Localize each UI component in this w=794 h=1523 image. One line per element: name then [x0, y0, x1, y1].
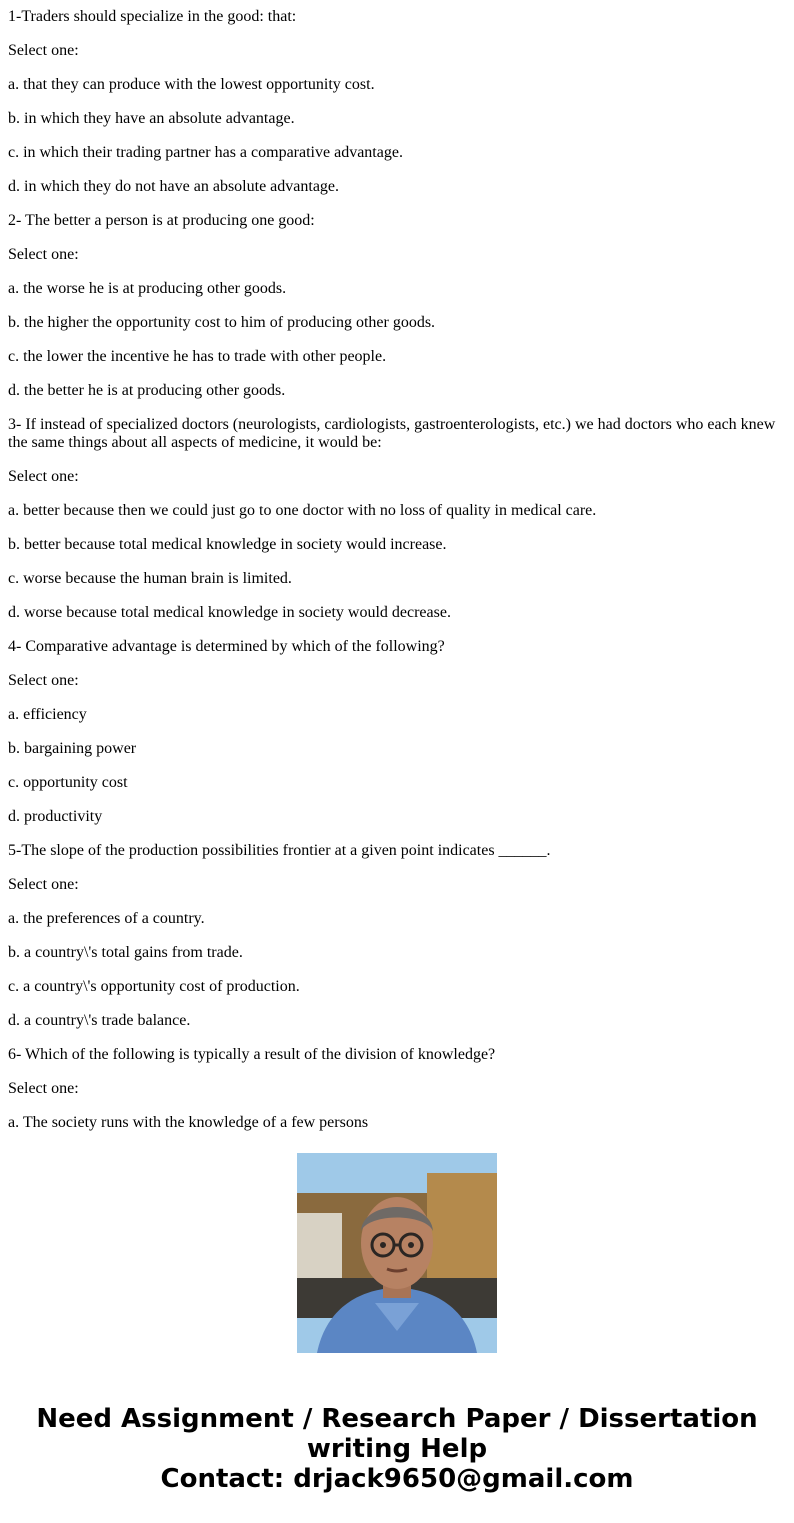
- select-one-label: Select one:: [8, 246, 79, 263]
- answer-option: a. that they can produce with the lowest opportunity cost.: [8, 76, 375, 93]
- answer-option: d. in which they do not have an absolute advantage.: [8, 178, 340, 195]
- answer-option: a. the worse he is at producing other goods.: [8, 280, 287, 297]
- answer-option: a. efficiency: [8, 706, 87, 723]
- question-3: 3- If instead of specialized doctors (neurologists, cardiologists, gastroenterologists, etc.) we had doctors who each knew the same things about all aspects of medicine, it would be:: [8, 416, 776, 451]
- answer-option: c. the lower the incentive he has to trade with other people.: [8, 348, 387, 365]
- question-2: 2- The better a person is at producing one good:: [8, 212, 315, 229]
- answer-option: c. a country\'s opportunity cost of production.: [8, 978, 300, 995]
- answer-option: d. productivity: [8, 808, 103, 825]
- answer-option: d. the better he is at producing other goods.: [8, 382, 286, 399]
- promo-line: writing Help: [306, 1434, 488, 1464]
- question-6: 6- Which of the following is typically a result of the division of knowledge?: [8, 1046, 496, 1063]
- question-1: 1-Traders should specialize in the good: that:: [8, 8, 297, 25]
- answer-option: b. bargaining power: [8, 740, 137, 757]
- answer-option: a. the preferences of a country.: [8, 910, 205, 927]
- select-one-label: Select one:: [8, 672, 79, 689]
- question-5: 5-The slope of the production possibilities frontier at a given point indicates ______.: [8, 842, 551, 859]
- document-body: [8, 0, 786, 1131]
- answer-option: b. a country\'s total gains from trade.: [8, 944, 243, 961]
- answer-option: c. in which their trading partner has a comparative advantage.: [8, 144, 403, 161]
- answer-option: a. better because then we could just go to one doctor with no loss of quality in medical care.: [8, 502, 597, 519]
- question-4: 4- Comparative advantage is determined by which of the following?: [8, 638, 445, 655]
- answer-option: d. a country\'s trade balance.: [8, 1012, 191, 1029]
- answer-option: c. worse because the human brain is limited.: [8, 570, 292, 587]
- avatar-photo: [297, 1153, 497, 1353]
- answer-option: a. The society runs with the knowledge of a few persons: [8, 1114, 369, 1131]
- answer-option: b. the higher the opportunity cost to him of producing other goods.: [8, 314, 436, 331]
- answer-option: b. better because total medical knowledge in society would increase.: [8, 536, 447, 553]
- answer-option: b. in which they have an absolute advantage.: [8, 110, 295, 127]
- select-one-label: Select one:: [8, 1080, 79, 1097]
- select-one-label: Select one:: [8, 468, 79, 485]
- avatar: [297, 1153, 497, 1353]
- select-one-label: Select one:: [8, 42, 79, 59]
- contact-email: Contact: drjack9650@gmail.com: [160, 1464, 634, 1494]
- select-one-label: Select one:: [8, 876, 79, 893]
- promo-line: Need Assignment / Research Paper / Dissertation: [36, 1404, 758, 1434]
- promo-footer: [0, 1122, 794, 1523]
- answer-option: d. worse because total medical knowledge in society would decrease.: [8, 604, 451, 621]
- answer-option: c. opportunity cost: [8, 774, 128, 791]
- promo-text: [0, 1404, 794, 1494]
